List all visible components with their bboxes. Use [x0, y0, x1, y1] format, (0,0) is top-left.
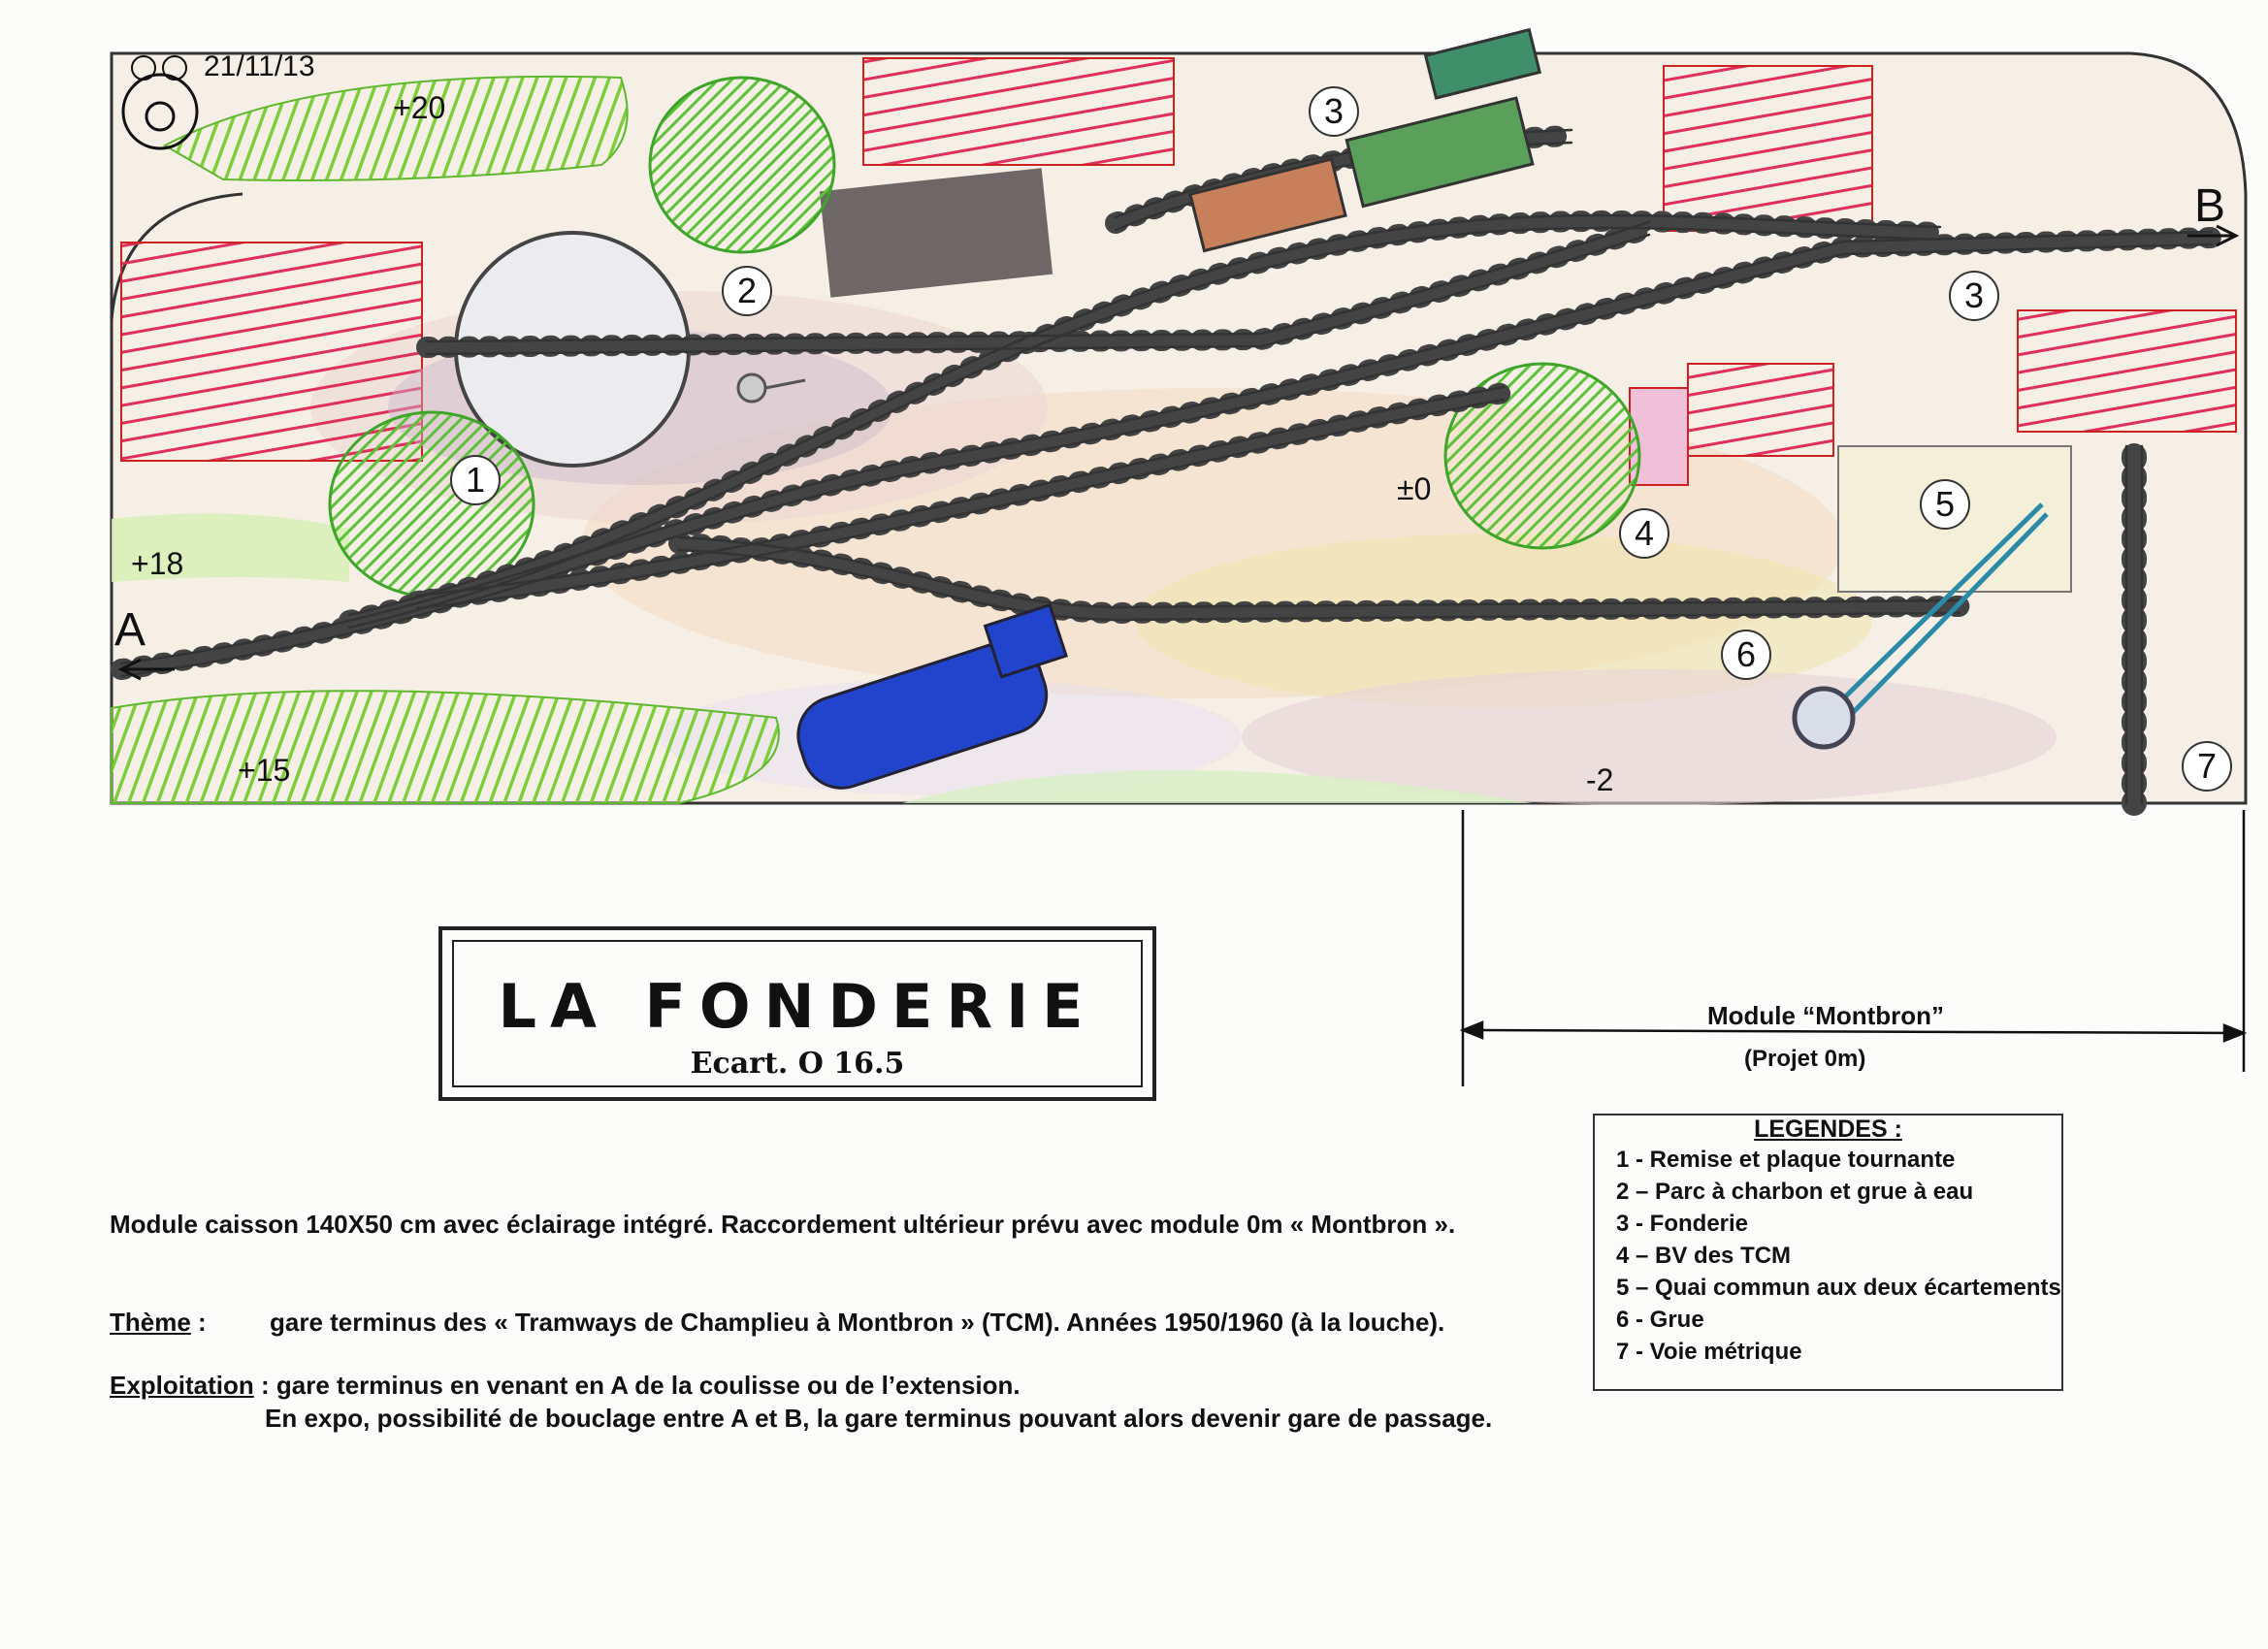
- elevation-zero: ±0: [1397, 471, 1432, 506]
- legend-item-4: 4 – BV des TCM: [1616, 1243, 1792, 1269]
- exploitation-line: [110, 1371, 1021, 1400]
- legend-item-7: 7 - Voie métrique: [1616, 1339, 1802, 1365]
- elevation-plus15: +15: [238, 753, 291, 788]
- tree-2: [650, 78, 834, 252]
- marker-6: 6: [1735, 634, 1757, 674]
- legend-box: [1593, 1114, 2063, 1391]
- legend-item-5: 5 – Quai commun aux deux écartements: [1616, 1275, 2061, 1301]
- marker-3a: 3: [1323, 91, 1345, 131]
- theme-line: [110, 1308, 207, 1337]
- module-montbron-name: Module “Montbron”: [1707, 1001, 1945, 1030]
- elevation-plus18: +18: [131, 546, 184, 581]
- foundry-right: [1664, 66, 1872, 231]
- module-description: Module caisson 140X50 cm avec éclairage intégré. Raccordement ultérieur prévu avec module 0m « Montbron ».: [110, 1210, 1456, 1239]
- elevation-plus20: +20: [393, 90, 446, 125]
- title-gauge: Ecart. O 16.5: [690, 1047, 905, 1081]
- exploitation-label: Exploitation: [110, 1371, 254, 1400]
- legend-item-2: 2 – Parc à charbon et grue à eau: [1616, 1179, 1974, 1205]
- endpoint-b: B: [2194, 180, 2226, 232]
- foundry-right2: [2018, 310, 2236, 432]
- marker-7: 7: [2196, 746, 2218, 786]
- theme-separator: :: [190, 1308, 207, 1337]
- theme-label: Thème: [110, 1308, 191, 1337]
- theme-text: gare terminus des « Tramways de Champlieu à Montbron » (TCM). Années 1950/1960 (à la louche).: [270, 1308, 1445, 1337]
- legend-title: LEGENDES :: [1754, 1116, 1902, 1143]
- marker-4: 4: [1634, 513, 1655, 553]
- exploitation-text: : gare terminus en venant en A de la coulisse ou de l’extension.: [253, 1371, 1021, 1400]
- marker-3b: 3: [1963, 275, 1985, 315]
- signature-date: 21/11/13: [204, 50, 315, 82]
- title-cartouche: [438, 926, 1156, 1101]
- legend-item-3: 3 - Fonderie: [1616, 1211, 1749, 1237]
- legend-item-1: 1 - Remise et plaque tournante: [1616, 1147, 1956, 1173]
- foundry-top: [863, 58, 1174, 165]
- marker-1: 1: [465, 460, 486, 500]
- exploitation-text-2: En expo, possibilité de bouclage entre A et B, la gare terminus pouvant alors devenir gare de passage.: [265, 1404, 1493, 1433]
- green-bank-bottom: [112, 691, 779, 803]
- module-montbron-project: (Projet 0m): [1744, 1046, 1866, 1072]
- endpoint-a: A: [114, 604, 146, 656]
- elevation-minus2: -2: [1586, 762, 1614, 797]
- title-main: LA FONDERIE: [498, 971, 1097, 1042]
- marker-2: 2: [736, 271, 758, 310]
- station-building: [1688, 364, 1833, 456]
- legend-item-6: 6 - Grue: [1616, 1307, 1704, 1333]
- marker-5: 5: [1934, 484, 1956, 524]
